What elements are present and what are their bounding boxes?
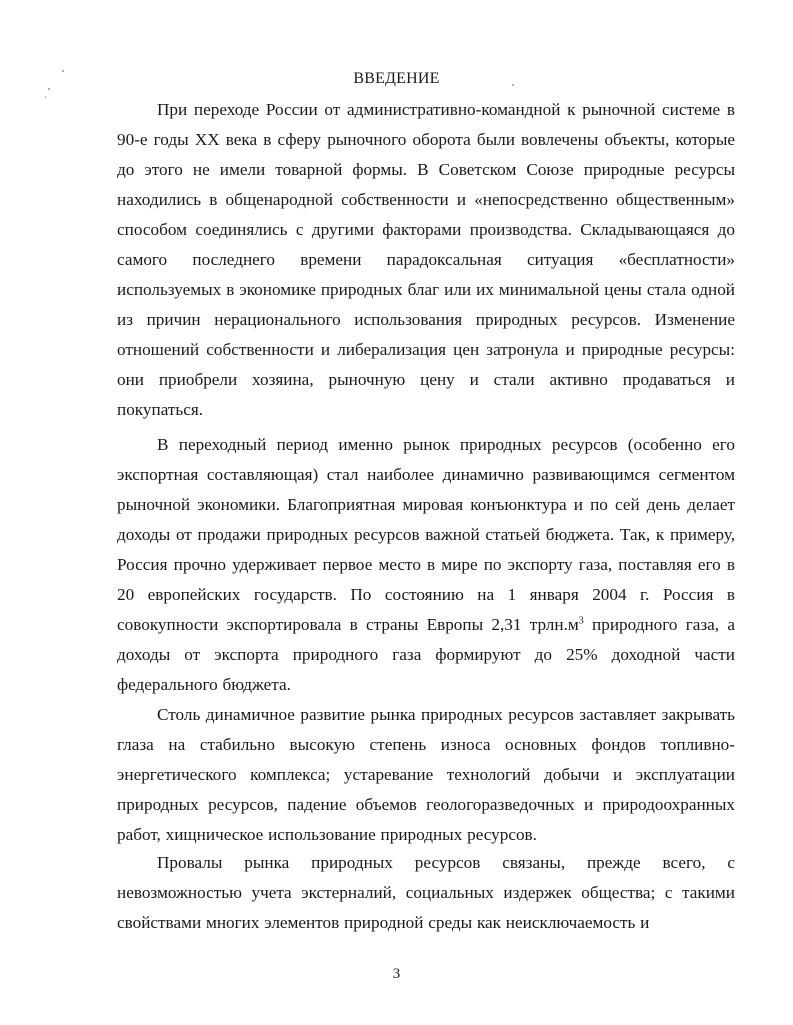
scan-speck	[62, 70, 64, 72]
paragraph-2-text: В переходный период именно рынок природных ресурсов (особенно его экспортная составляющая) стал наиболее динамично развивающимся сегментом рыночной экономики. Благоприятная мировая конъюнктура и по сей день делает доходы от продажи природных ресурсов важной статьей бюджета. Так, к примеру, Россия прочно удерживает первое место в мире по экспорту газа, поставляя его в 20 европейских государств. По состоянию на 1 января 2004 г. Россия в совокупности экспортировала в страны Европы 2,31 трлн.м	[117, 435, 735, 634]
paragraph-1: При переходе России от административно-командной к рыночной системе в 90-е годы XX века в сферу рыночного оборота были вовлечены объекты, которые до этого не имели товарной формы. В Советском Союзе природные ресурсы находились в общенародной собственности и «непосредственно общественным» способом соединялись с другими факторами производства. Складывающаяся до самого последнего времени парадоксальная ситуация «бесплатности» используемых в экономике природных благ или их минимальной цены стала одной из причин нерационального использования природных ресурсов. Изменение отношений собственности и либерализация цен затронула и природные ресурсы: они приобрели хозяина, рыночную цену и стали активно продаваться и покупаться.	[117, 100, 735, 419]
scan-speck	[48, 88, 50, 90]
scan-speck	[512, 84, 514, 86]
paragraph-4: Провалы рынка природных ресурсов связаны, прежде всего, с невозможностью учета экстерналий, социальных издержек общества; с такими свойствами многих элементов природной среды как неисключаемость и	[117, 853, 735, 932]
page-number: 3	[392, 966, 401, 982]
document-heading: ВВЕДЕНИЕ	[353, 70, 440, 87]
paragraph-3: Столь динамичное развитие рынка природных ресурсов заставляет закрывать глаза на стабильно высокую степень износа основных фондов топливно-энергетического комплекса; устаревание технологий добычи и эксплуатации природных ресурсов, падение объемов геологоразведочных и природоохранных работ, хищническое использование природных ресурсов.	[117, 705, 735, 844]
scan-speck	[45, 96, 46, 98]
paragraph-2	[117, 430, 735, 700]
cubic-superscript: 3	[578, 615, 584, 627]
paragraph-2-text-continued: природного газа, а доходы от экспорта природного газа формируют до 25% доходной части федерального бюджета.	[117, 615, 735, 694]
